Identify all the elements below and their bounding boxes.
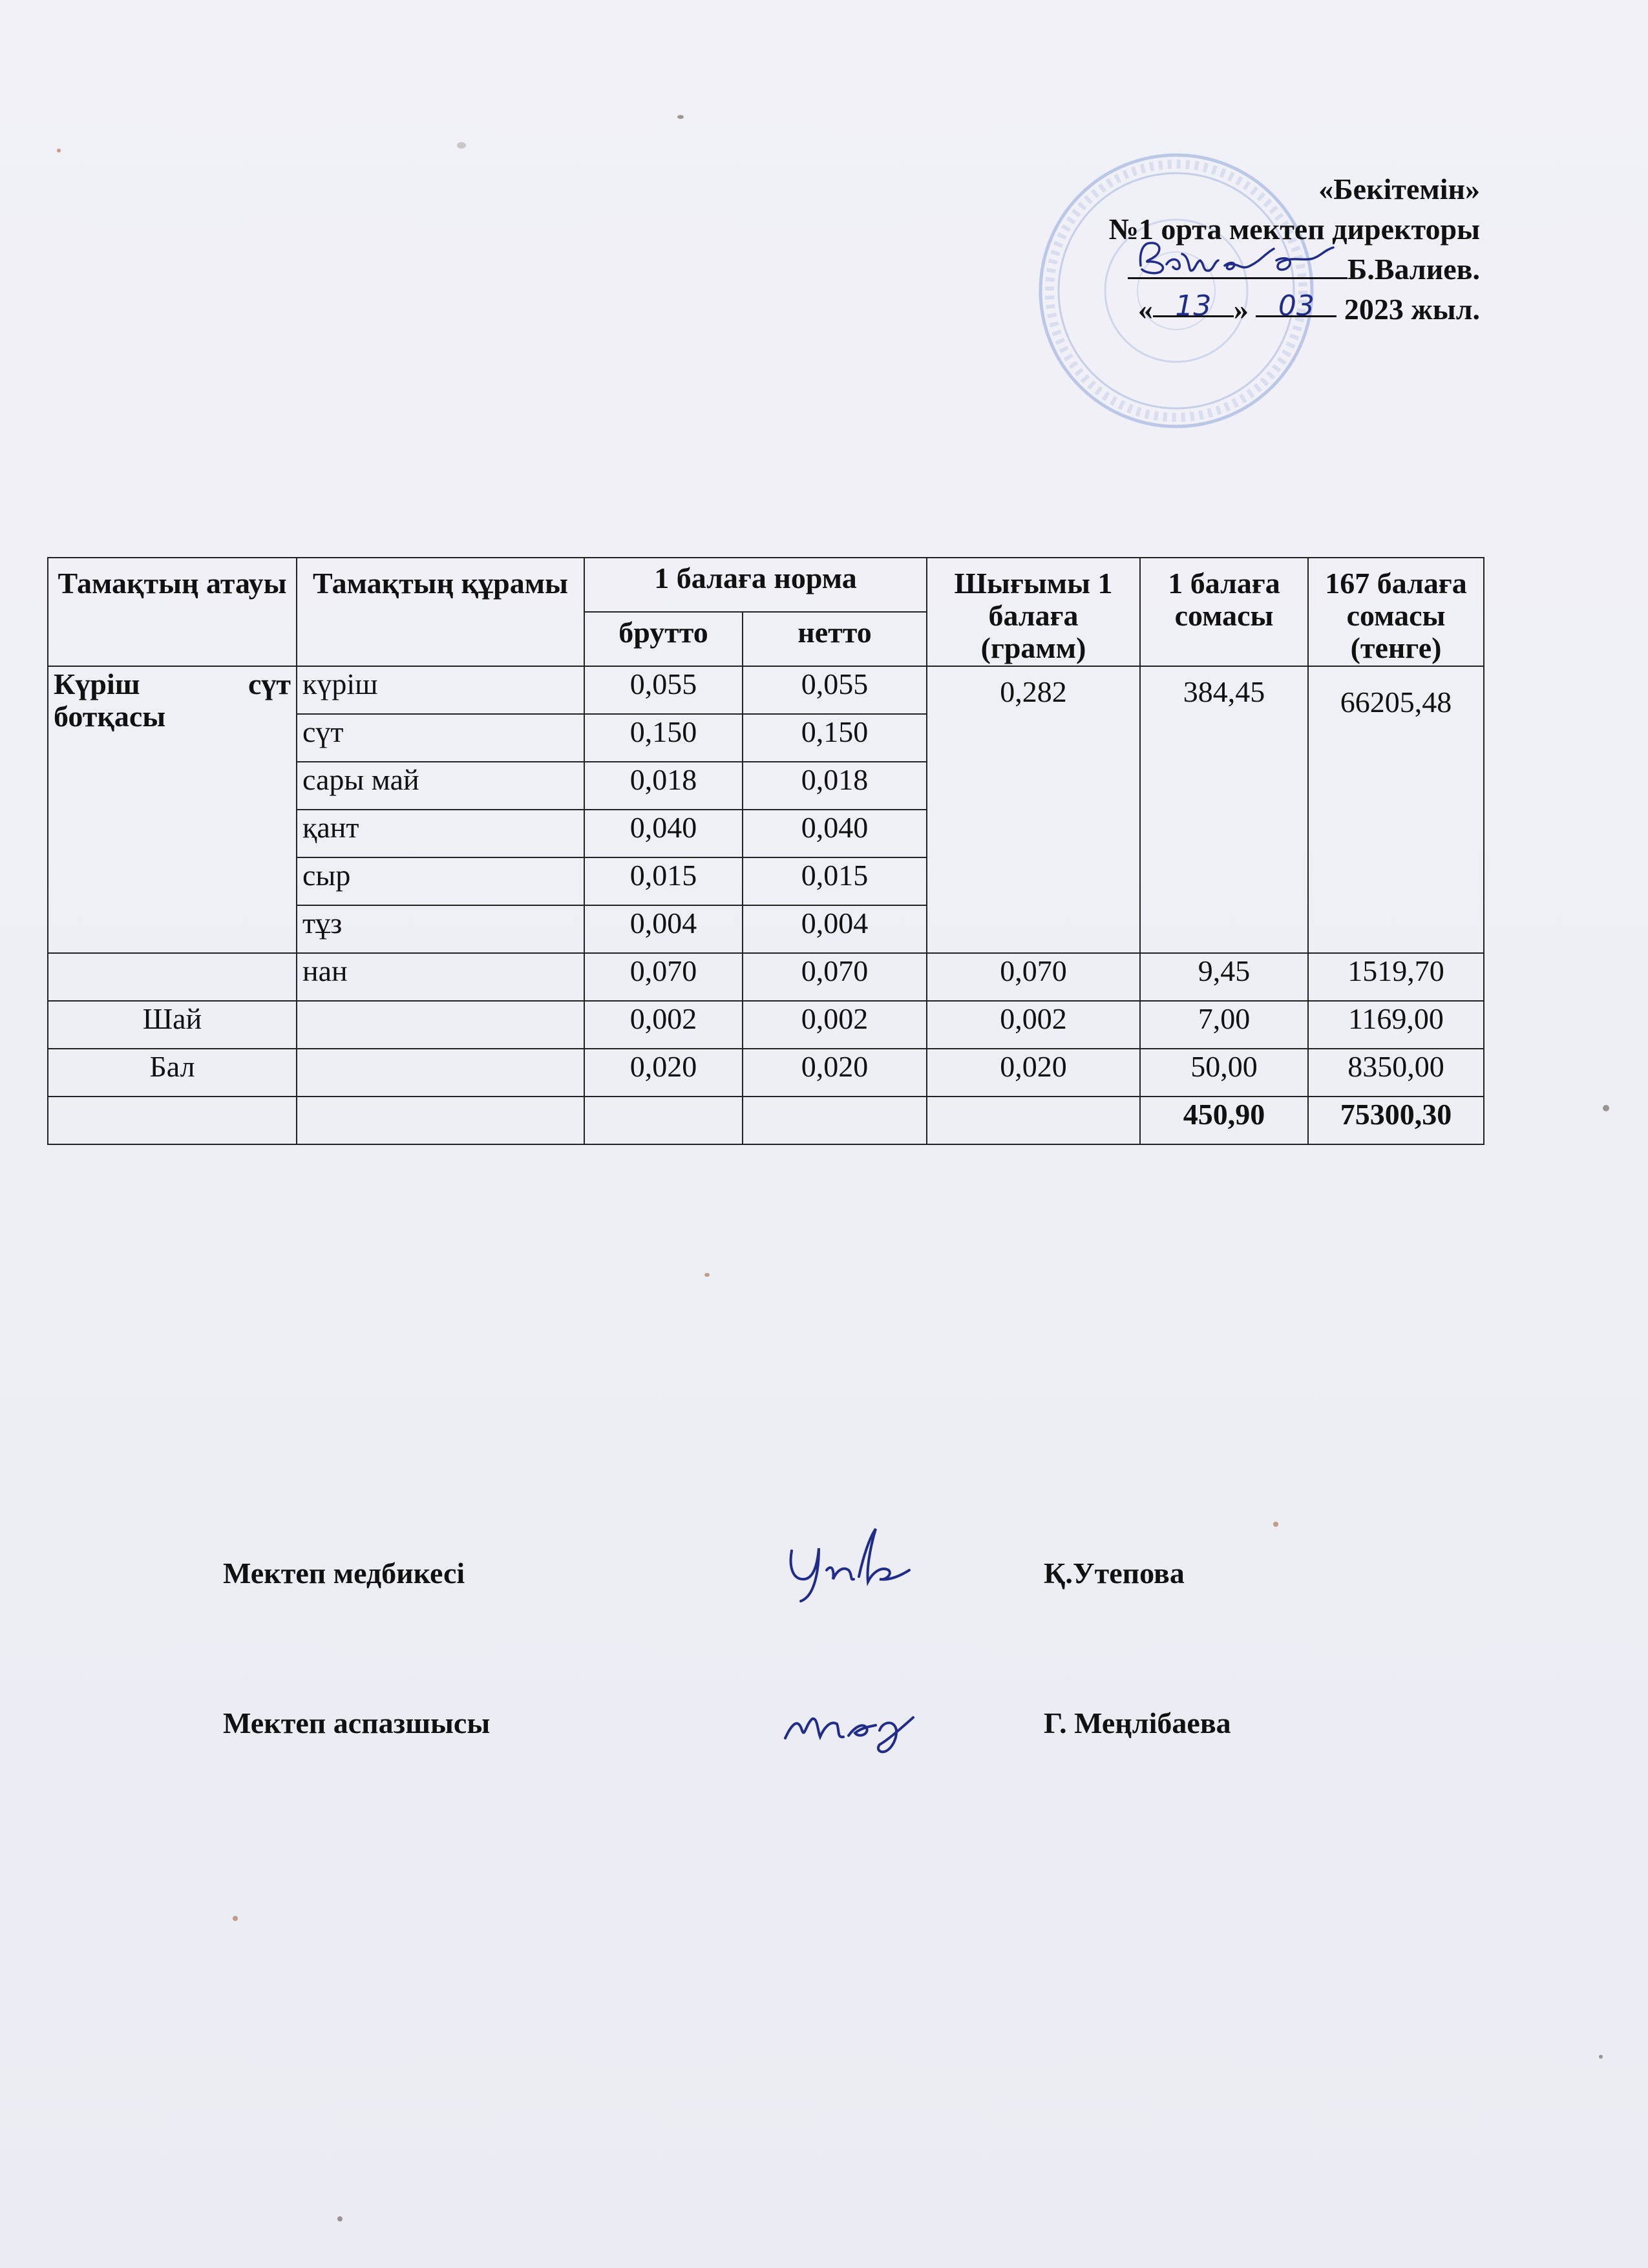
row-gross: 0,020 (584, 1049, 743, 1097)
menu-table (47, 557, 1484, 1145)
paper-speck (1603, 1105, 1609, 1111)
nurse-name: Қ.Утепова (1044, 1557, 1185, 1590)
cook-name: Г. Меңлібаева (1044, 1706, 1231, 1739)
ingredient-net: 0,004 (743, 905, 927, 953)
ingredient-name: сүт (297, 714, 584, 762)
row-dish: Бал (48, 1049, 297, 1097)
header-sum-total: 167 балаға сомасы (тенге) (1308, 558, 1484, 666)
header-dish-name: Тамақтың атауы (48, 558, 297, 666)
cook-signature (772, 1692, 927, 1756)
total-sum-total: 75300,30 (1308, 1097, 1484, 1144)
paper-speck (337, 2216, 343, 2221)
director-position: №1 орта мектеп директоры (1108, 213, 1480, 246)
row-gross: 0,002 (584, 1001, 743, 1049)
totals-row (48, 1097, 1484, 1144)
ingredient-net: 0,015 (743, 857, 927, 905)
row-composition (297, 1049, 584, 1097)
ingredient-gross: 0,040 (584, 810, 743, 857)
table-row (48, 666, 1484, 714)
dish-sum-one: 384,45 (1140, 666, 1308, 953)
paper-speck (233, 1916, 238, 1921)
total-sum-one: 450,90 (1140, 1097, 1308, 1144)
header-gross: брутто (584, 612, 743, 666)
dish-output: 0,282 (927, 666, 1140, 953)
ingredient-name: сыр (297, 857, 584, 905)
ingredient-net: 0,040 (743, 810, 927, 857)
director-signature (1128, 235, 1347, 280)
date-month-blank (1256, 289, 1336, 322)
header-sum-one: 1 балаға сомасы (1140, 558, 1308, 666)
ingredient-gross: 0,004 (584, 905, 743, 953)
totals-empty-cell (297, 1097, 584, 1144)
date-close-quote: » (1233, 293, 1249, 326)
ingredient-net: 0,018 (743, 762, 927, 810)
ingredient-gross: 0,150 (584, 714, 743, 762)
ingredient-gross: 0,018 (584, 762, 743, 810)
approval-block (898, 169, 1480, 330)
paper-speck (1273, 1522, 1278, 1527)
totals-empty-cell (743, 1097, 927, 1144)
totals-empty-cell (927, 1097, 1140, 1144)
paper-speck (57, 149, 61, 152)
table-row (48, 953, 1484, 1001)
row-output: 0,070 (927, 953, 1140, 1001)
row-output: 0,002 (927, 1001, 1140, 1049)
ingredient-name: тұз (297, 905, 584, 953)
row-dish (48, 953, 297, 1001)
date-open-quote: « (1137, 293, 1153, 326)
approval-title: «Бекітемін» (1318, 173, 1480, 205)
date-day-blank (1153, 289, 1234, 322)
ingredient-name: сары май (297, 762, 584, 810)
row-sum-total: 8350,00 (1308, 1049, 1484, 1097)
header-output: Шығымы 1 балаға (грамм) (927, 558, 1140, 666)
header-composition: Тамақтың құрамы (297, 558, 584, 666)
paper-speck (1599, 2055, 1603, 2059)
table-row (48, 1049, 1484, 1097)
paper-speck (677, 115, 684, 119)
approval-date (898, 289, 1480, 330)
dish-sum-total: 66205,48 (1308, 666, 1484, 953)
date-day: 13 (1175, 289, 1212, 322)
cook-signature-row (223, 1706, 1322, 1777)
row-net: 0,002 (743, 1001, 927, 1049)
row-net: 0,070 (743, 953, 927, 1001)
row-composition (297, 1001, 584, 1049)
date-month: 03 (1278, 289, 1315, 322)
ingredient-net: 0,055 (743, 666, 927, 714)
ingredient-name: күріш (297, 666, 584, 714)
header-norm-group: 1 балаға норма (584, 558, 927, 612)
row-composition: нан (297, 953, 584, 1001)
dish-name-cell: Күріш сүт ботқасы (48, 666, 297, 953)
row-sum-total: 1169,00 (1308, 1001, 1484, 1049)
row-sum-one: 50,00 (1140, 1049, 1308, 1097)
row-dish: Шай (48, 1001, 297, 1049)
row-sum-one: 7,00 (1140, 1001, 1308, 1049)
cook-role: Мектеп аспазшысы (223, 1706, 491, 1739)
row-net: 0,020 (743, 1049, 927, 1097)
row-sum-total: 1519,70 (1308, 953, 1484, 1001)
paper-speck (704, 1273, 710, 1277)
director-signature-line (898, 249, 1480, 289)
ingredient-name: қант (297, 810, 584, 857)
nurse-role: Мектеп медбикесі (223, 1557, 465, 1590)
totals-empty-cell (48, 1097, 297, 1144)
signature-blank (1128, 251, 1347, 279)
paper-speck (457, 142, 466, 149)
totals-empty-cell (584, 1097, 743, 1144)
nurse-signature (772, 1525, 927, 1609)
director-name: Б.Валиев. (1347, 253, 1480, 286)
date-year: 2023 жыл. (1344, 293, 1480, 326)
row-gross: 0,070 (584, 953, 743, 1001)
ingredient-net: 0,150 (743, 714, 927, 762)
ingredient-gross: 0,015 (584, 857, 743, 905)
row-sum-one: 9,45 (1140, 953, 1308, 1001)
header-net: нетто (743, 612, 927, 666)
ingredient-gross: 0,055 (584, 666, 743, 714)
table-row (48, 1001, 1484, 1049)
row-output: 0,020 (927, 1049, 1140, 1097)
nurse-signature-row (223, 1556, 1322, 1627)
